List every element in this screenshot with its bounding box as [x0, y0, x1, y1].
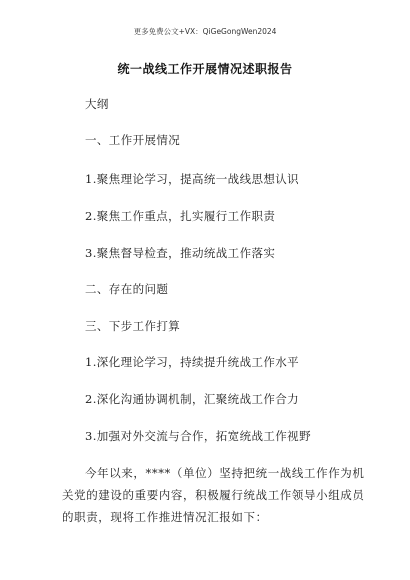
outline-item-3-2: 2.深化沟通协调机制，汇聚统战工作合力 [85, 392, 300, 406]
outline-heading: 大纲 [85, 97, 109, 111]
body-line-2: 关党的建设的重要内容，积极履行统战工作领导小组成员 [62, 488, 365, 502]
outline-item-3-3: 3.加强对外交流与合作，拓宽统战工作视野 [85, 429, 311, 443]
section-heading-3: 三、下步工作打算 [85, 319, 181, 333]
section-heading-2: 二、存在的问题 [85, 282, 169, 296]
outline-item-1-2: 2.聚焦工作重点，扎实履行工作职责 [85, 209, 276, 223]
outline-item-1-1: 1.聚焦理论学习，提高统一战线思想认识 [85, 172, 300, 186]
page-title: 统一战线工作开展情况述职报告 [117, 62, 293, 76]
outline-item-1-3: 3.聚焦督导检查，推动统战工作落实 [85, 246, 276, 260]
section-heading-1: 一、工作开展情况 [85, 133, 181, 147]
outline-item-3-1: 1.深化理论学习，持续提升统战工作水平 [85, 355, 300, 369]
body-line-1: 今年以来，****（单位）坚持把统一战线工作作为机 [85, 466, 365, 480]
header-note: 更多免费公文+VX：QiGeGongWen2024 [133, 27, 277, 36]
body-paragraph [62, 462, 365, 528]
body-line-3: 的职责，现将工作推进情况汇报如下： [62, 510, 268, 524]
